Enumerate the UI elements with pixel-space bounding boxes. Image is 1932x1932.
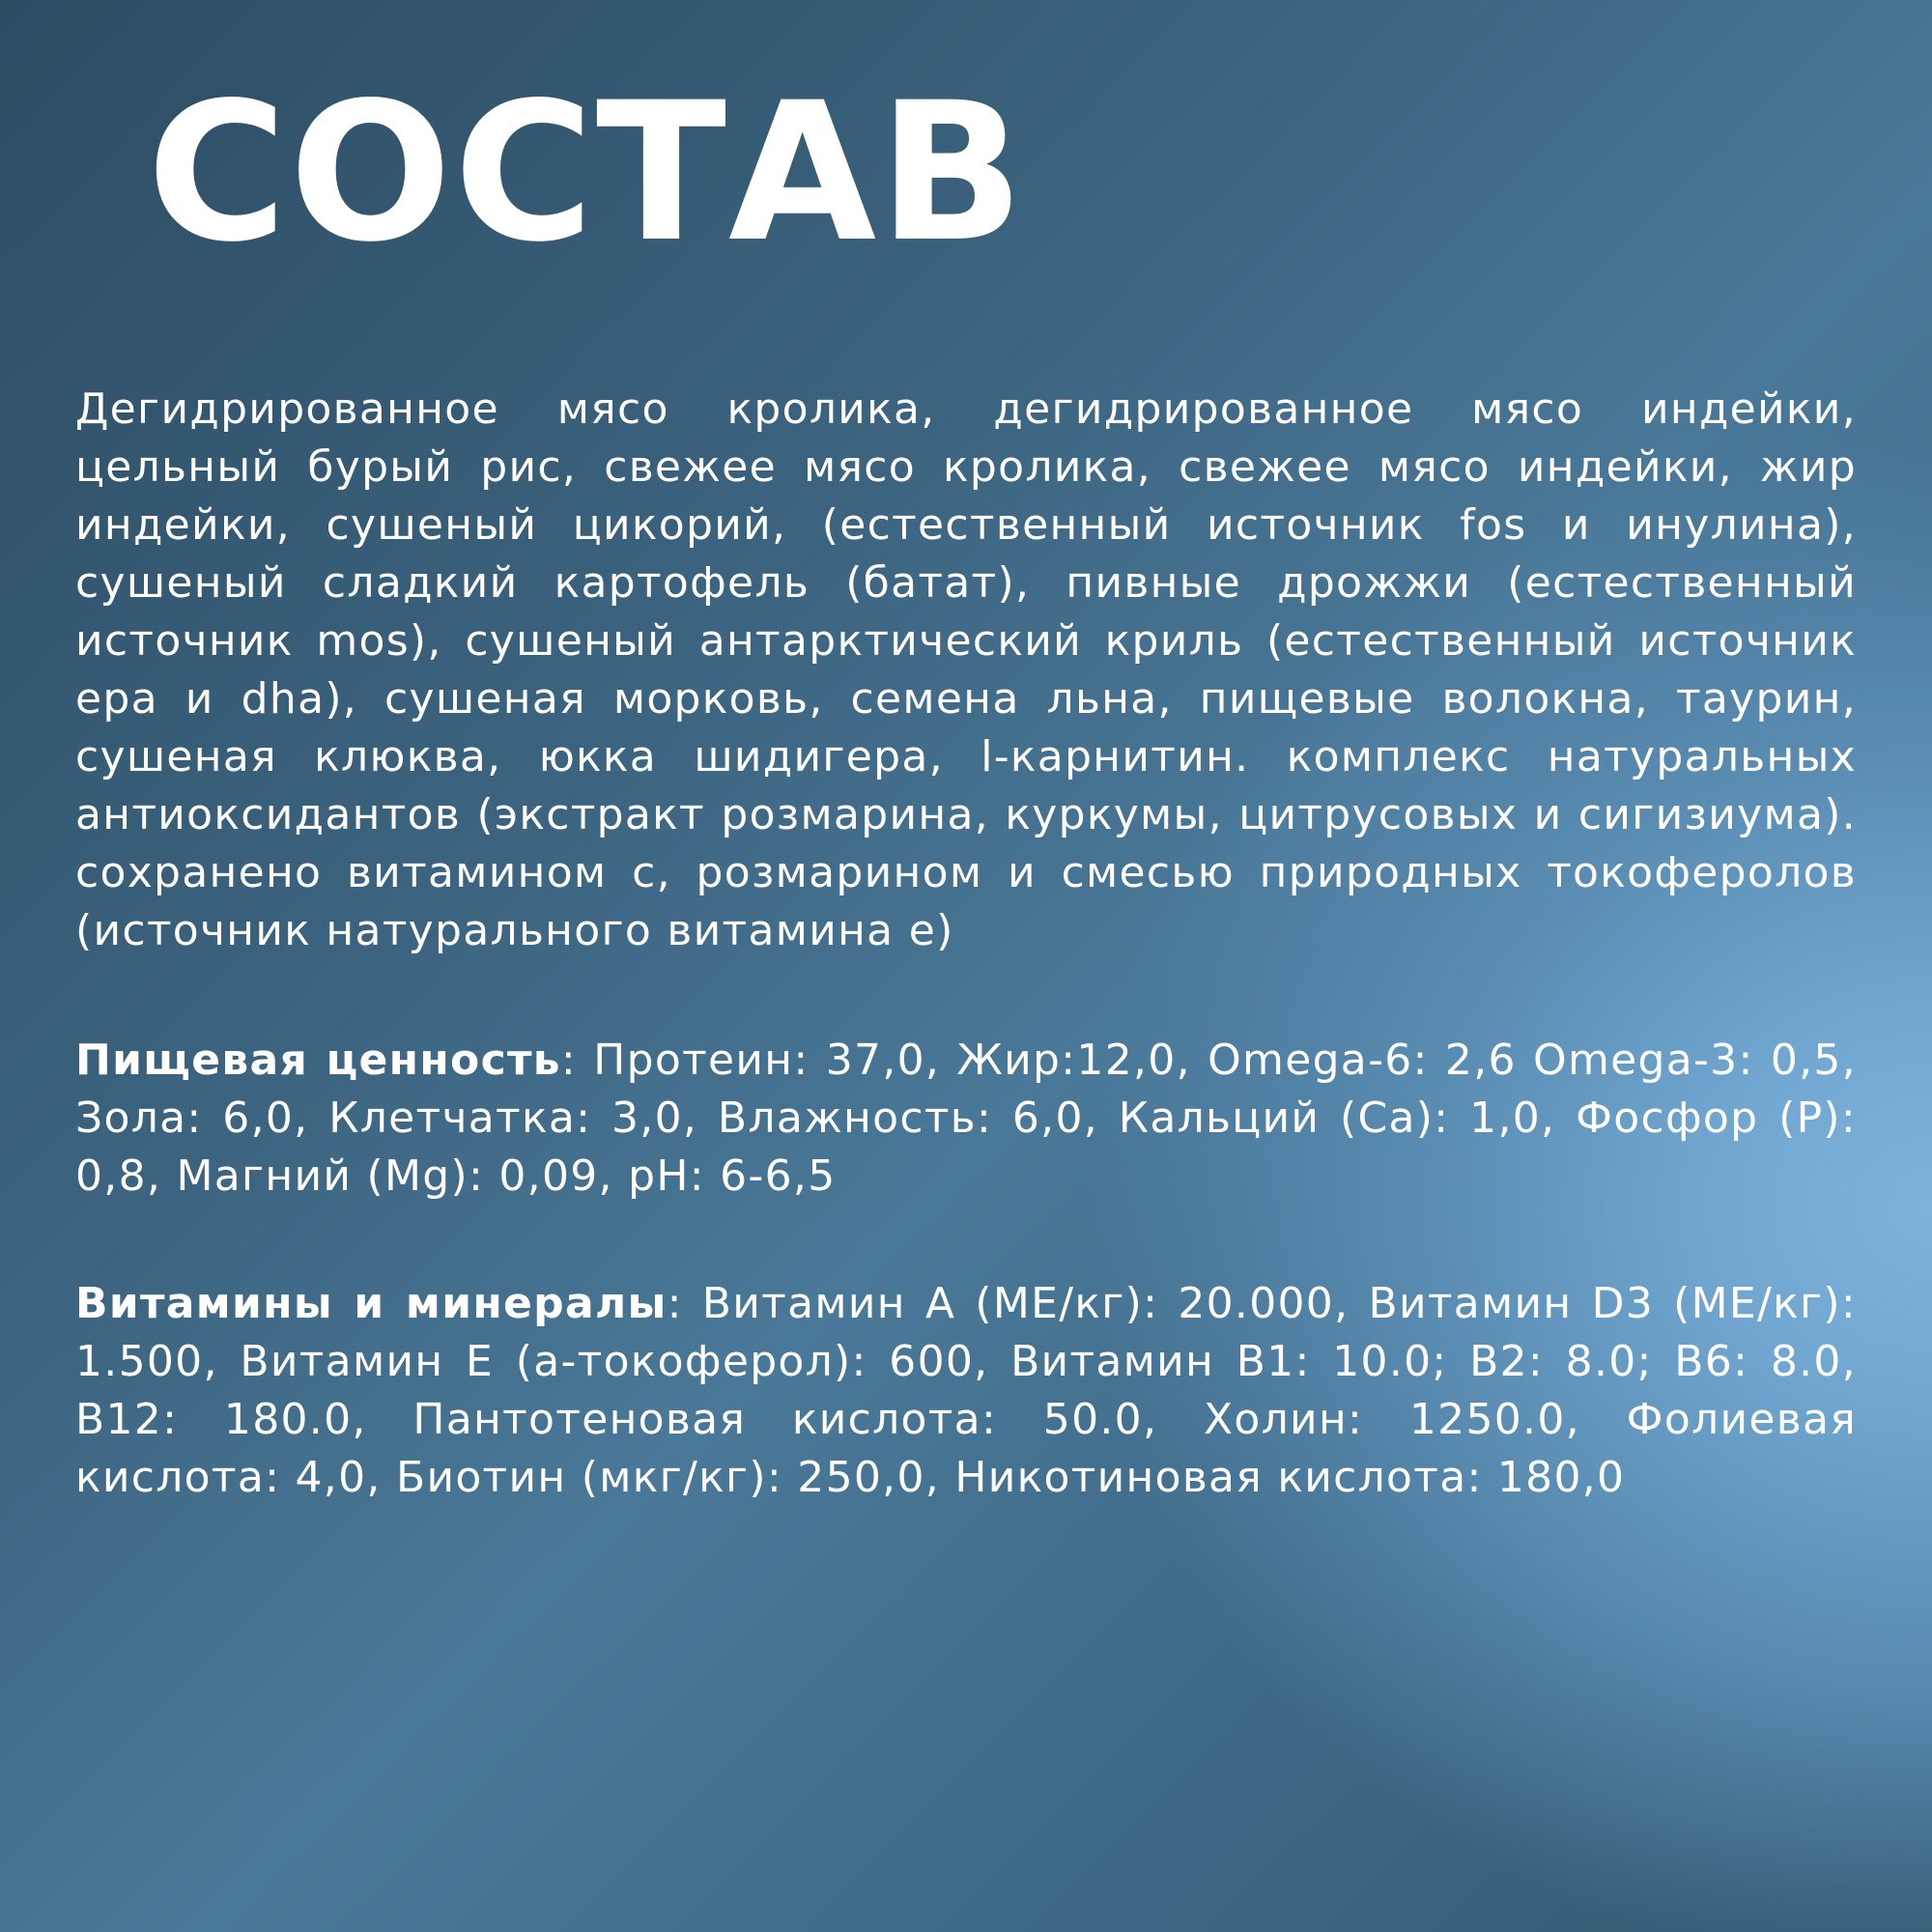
nutrition-label: Пищевая ценность [75, 1036, 561, 1085]
vitamins-paragraph [75, 1275, 1857, 1507]
nutrition-text: : Протеин: 37,0, Жир:12,0, Omega-6: 2,6 Omega-3: 0,5, Зола: 6,0, Клетчатка: 3,0, Влажность: 6,0, Кальций (Са): 1,0, Фосфор (P): 0,8, Магний (Mg): 0,09, pH: 6-6,5 [75, 1036, 1857, 1201]
vitamins-label: Витамины и минералы [75, 1279, 668, 1328]
vitamins-text: : Витамин A (ME/кг): 20.000, Витамин D3 (ME/кг): 1.500, Витамин E (a-токоферол): 600, Витамин B1: 10.0; B2: 8.0; B6: 8.0, B12: 180.0, Пантотеновая кислота: 50.0, Холин: 1250.0, Фолиевая кислота: 4,0, Биотин (мкг/кг): 250,0, Никотиновая кислота: 180,0 [75, 1279, 1858, 1502]
ingredients-paragraph [75, 381, 1857, 960]
page-title: СОСТАВ [147, 61, 1027, 284]
nutrition-paragraph [75, 1032, 1857, 1206]
ingredients-text: Дегидрированное мясо кролика, дегидрированное мясо индейки, цельный бурый рис, свежее мясо кролика, свежее мясо индейки, жир индейки, сушеный цикорий, (естественный источник fos и инулина), сушеный сладкий картофель (батат), пивные дрожжи (естественный источник mos), сушеный антарктический криль (естественный источник epa и dha), сушеная морковь, семена льна, пищевые волокна, таурин, сушеная клюква, юкка шидигера, l-карнитин. комплекс натуральных антиоксидантов (экстракт розмарина, куркумы, цитрусовых и сигизиума). сохранено витамином с, розмарином и смесью природных токоферолов (источник натурального витамина е) [75, 384, 1857, 955]
